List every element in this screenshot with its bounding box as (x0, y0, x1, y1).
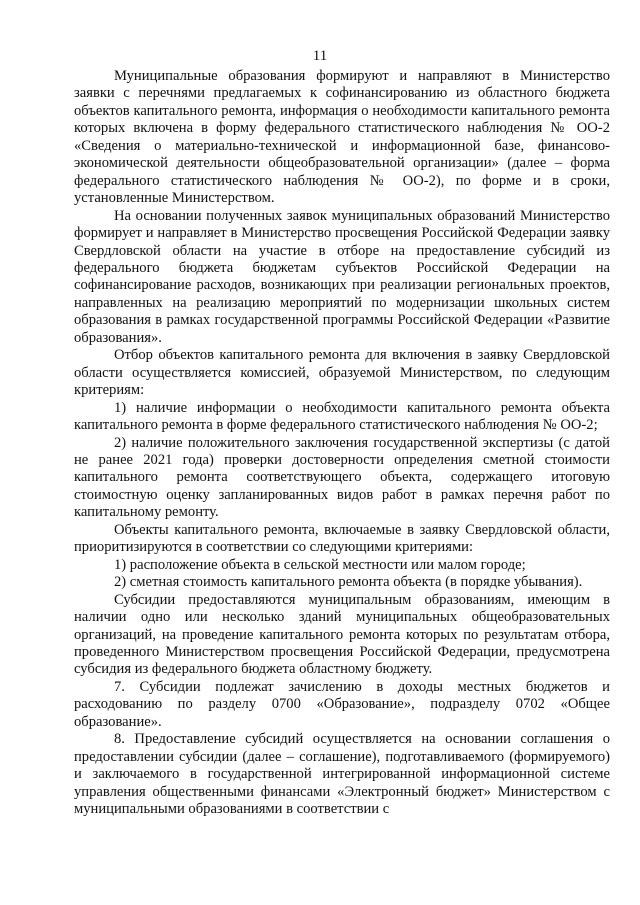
paragraph-prioritization: Объекты капитального ремонта, включаемые в заявку Свердловской области, приоритизируются в соответствии со следующими критериями: (74, 521, 610, 556)
paragraph-subsidies-provided: Субсидии предоставляются муниципальным образованиям, имеющим в наличии одно или несколько зданий муниципальных общеобразовательных организаций, на проведение капитального ремонта которых по результатам отбора, проведенного Министерством просвещения Российской Федерации, предусмотрена субсидия из федерального бюджета областному бюджету. (74, 591, 610, 678)
paragraph-ministry-request: На основании полученных заявок муниципальных образований Министерство формирует и направляет в Министерство просвещения Российской Федерации заявку Свердловской области на участие в отборе на предоставление субсидий из федерального бюджета бюджетам субъектов Российской Федерации на софинансирование расходов, возникающих при реализации региональных проектов, направленных на реализацию мероприятий по модернизации школьных систем образования в рамках государственной программы Российской Федерации «Развитие образования». (74, 207, 610, 346)
paragraph-clause-7: 7. Субсидии подлежат зачислению в доходы местных бюджетов и расходованию по разделу 0700 «Образование», подразделу 0702 «Общее образование». (74, 678, 610, 730)
page-number: 11 (312, 48, 328, 64)
criterion-item-2: 2) наличие положительного заключения государственной экспертизы (с датой не ранее 2021 года) проверки достоверности определения сметной стоимости капитального ремонта соответствующего объекта, содержащего итоговую стоимостную оценку запланированных видов работ в рамках перечня работ по капитальному ремонту. (74, 434, 610, 521)
criterion-item-1: 1) наличие информации о необходимости капитального ремонта объекта капитального ремонта в форме федерального статистического наблюдения № ОО-2; (74, 399, 610, 434)
document-body (74, 68, 610, 818)
paragraph-selection-criteria: Отбор объектов капитального ремонта для включения в заявку Свердловской области осуществляется комиссией, образуемой Министерством, по следующим критериям: (74, 347, 610, 399)
paragraph-applications: Муниципальные образования формируют и направляют в Министерство заявки с перечнями предлагаемых к софинансированию из областного бюджета объектов капитального ремонта, информация о необходимости капитального ремонта которых включена в форму федерального статистического наблюдения № ОО-2 «Сведения о материально-технической и информационной базе, финансово-экономической деятельности общеобразовательной организации» (далее – форма федерального статистического наблюдения № ОО-2), по форме и в сроки, установленные Министерством. (74, 68, 610, 207)
paragraph-clause-8: 8. Предоставление субсидий осуществляется на основании соглашения о предоставлении субсидии (далее – соглашение), подготавливаемого (формируемого) и заключаемого в государственной интегрированной информационной системе управления общественными финансами «Электронный бюджет» Министерством с муниципальными образованиями в соответствии с (74, 731, 610, 818)
priority-item-2: 2) сметная стоимость капитального ремонта объекта (в порядке убывания). (114, 574, 583, 591)
priority-item-1: 1) расположение объекта в сельской местности или малом городе; (114, 556, 526, 573)
